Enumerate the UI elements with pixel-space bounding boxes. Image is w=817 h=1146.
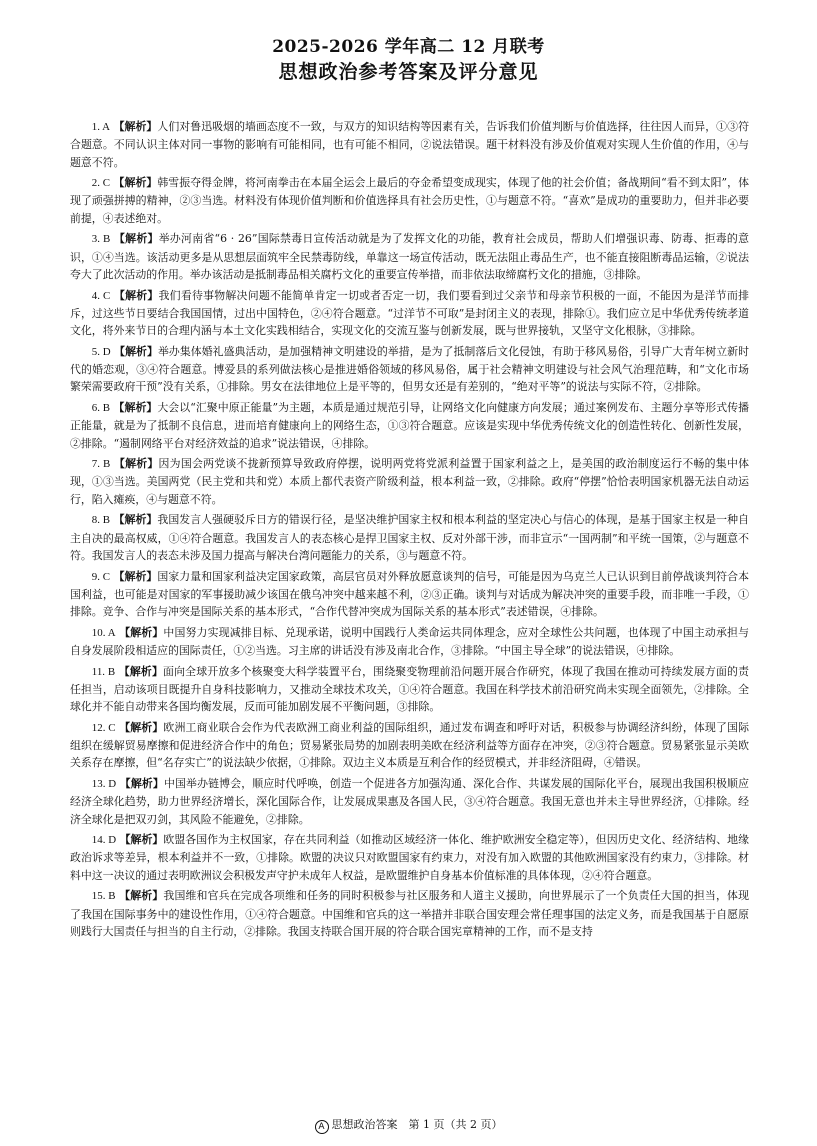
analysis-tag: 【解析】 [119, 776, 164, 790]
answer-number: 1. A [91, 121, 111, 133]
analysis-text: 欧洲工商业联合会作为代表欧洲工商业利益的国际组织，通过发布调查和呼吁对话，积极参与协调经济纠纷，体现了国际组织在缓解贸易摩擦和促进经济合作中的角色；贸易紧张局势的加剧表明美欧在经济利益等方面存在冲突，②③符合题意。贸易紧张显示美欧关系存在摩擦，但“名存实亡”的说法缺少依据，①排除。双边主义本质是互利合作的经贸模式，并非经济阻碍，④错误。 [70, 720, 749, 770]
analysis-text: 大会以“汇聚中原正能量”为主题，本质是通过规范引导，让网络文化向健康方向发展；通过案例发布、主题分享等形式传播正能量，就是为了抵制不良信息，进而培育健康向上的网络生态，①③符合题意。应该是实现中华优秀传统文化的创造性转化、创新性发展，②排除。“遏制网络平台对经济效益的追求”说法错误，④排除。 [70, 400, 749, 450]
answer-number: 15. B [91, 890, 116, 903]
answer-number: 10. A [91, 626, 116, 639]
answer-number: 5. D [91, 345, 111, 358]
answer-number: 3. B [91, 233, 111, 246]
answer-number: 12. C [91, 721, 116, 734]
page-number-text: 思想政治答案 第 1 页（共 2 页） [331, 1118, 503, 1131]
answer-item [70, 775, 749, 828]
answer-item [70, 118, 749, 171]
answer-item [70, 624, 749, 660]
analysis-tag: 【解析】 [113, 176, 158, 190]
analysis-tag: 【解析】 [118, 664, 164, 678]
answer-item [70, 399, 749, 452]
answer-number: 7. B [91, 458, 111, 471]
answer-number: 9. C [91, 570, 111, 583]
answer-number: 6. B [91, 401, 111, 414]
answer-key-title: 思想政治参考答案及评分意见 [278, 61, 539, 83]
answer-item [70, 831, 749, 884]
answer-number: 8. B [91, 514, 111, 527]
answer-item [70, 174, 749, 227]
answer-item [70, 719, 749, 772]
analysis-tag: 【解析】 [113, 232, 159, 246]
analysis-tag: 【解析】 [119, 889, 164, 903]
analysis-text: 国家力量和国家利益决定国家政策，高层官员对外释放愿意谈判的信号，可能是因为乌克兰人已认识到目前停战谈判符合本国利益，也可能是对国家的军事援助减少该国在俄乌冲突中越来越不利，②③正确。谈判与对话成为解决冲突的重要手段，而非唯一手段，①排除。竞争、合作与冲突是国际关系的基本形式，“合作代替冲突成为国际关系的基本形式”表述错误，④排除。 [70, 569, 749, 619]
answer-number: 14. D [91, 834, 117, 847]
version-badge: A [315, 1120, 329, 1134]
answer-number: 11. B [91, 665, 116, 678]
page-footer [0, 1117, 817, 1134]
analysis-text: 举办河南省“6 · 26”国际禁毒日宣传活动就是为了发挥文化的功能，教育社会成员，帮助人们增强识毒、防毒、拒毒的意识，①④当选。该活动更多是从思想层面筑牢全民禁毒防线，单靠这一场宣传活动，既无法阻止毒品生产，也不能直接阻断毒品运输，②说法夸大了此次活动的作用。举办该活动是抵制毒品相关腐朽文化的重要宣传举措，而非依法取缔腐朽文化的措施，③排除。 [70, 232, 749, 281]
analysis-text: 中国努力实现减排目标、兑现承诺，说明中国践行人类命运共同体理念，应对全球性公共问题，也体现了中国主动承担与自身发展阶段相适应的国际责任，①②当选。习主席的讲话没有涉及南北合作，③排除。“中国主导全球”的说法错误，④排除。 [70, 625, 749, 657]
answer-item [70, 663, 749, 716]
answer-number: 4. C [91, 289, 111, 302]
answer-list [70, 118, 749, 944]
analysis-text: 韩雪振夺得金牌，将河南拳击在本届全运会上最后的夺金希望变成现实，体现了他的社会价值；备战期间“看不到太阳”，体现了顽强拼搏的精神，②③当选。材料没有体现价值判断和价值选择具有社会历史性，①与题意不符。“喜欢”是成功的重要助力，但并非必要前提，④表述绝对。 [70, 176, 749, 225]
analysis-tag: 【解析】 [113, 400, 158, 414]
analysis-text: 因为国会两党谈不拢新预算导致政府停摆，说明两党将党派利益置于国家利益之上，是美国的政治制度运行不畅的集中体现，①③当选。美国两党（民主党和共和党）本质上都代表资产阶级利益，根本利益一致，②排除。政府“停摆”恰恰表明国家机器无法自动运行，陷入瘫痪，④与题意不符。 [70, 457, 749, 506]
analysis-tag: 【解析】 [113, 569, 158, 583]
answer-item [70, 230, 749, 283]
analysis-text: 人们对鲁迅吸烟的墙画态度不一致，与双方的知识结构等因素有关，告诉我们价值判断与价值选择，往往因人而异，①③符合题意。不同认识主体对同一事物的影响有可能相同，也有可能不相同，②说法错误。题干材料没有涉及价值观对实现人生价值的作用，④与题意不符。 [70, 120, 749, 169]
answer-item [70, 887, 749, 940]
analysis-tag: 【解析】 [114, 344, 158, 358]
analysis-text: 面向全球开放多个核聚变大科学装置平台，围绕聚变物理前沿问题开展合作研究，体现了我国在推动可持续发展方面的责任担当，启动该项目既提升自身科技影响力，又推动全球技术攻关，①④符合题意。我国在科学技术前沿研究尚未实现全面领先，②排除。全球化并不能自动带来各国均衡发展，反而可能加剧发展不平衡问题，③排除。 [70, 664, 749, 714]
answer-item [70, 343, 749, 396]
analysis-tag: 【解析】 [113, 120, 158, 133]
analysis-text: 我国发言人强硬驳斥日方的错误行径，是坚决维护国家主权和根本利益的坚定决心与信心的体现，是基于国家主权是一种自主自决的最高权威，①④符合题意。我国发言人的表态核心是捍卫国家主权、反对外部干涉，而非宣示“一国两制”和平统一国策，②与题意不符。我国发言人的表态未涉及国力提高与解决台湾问题能力的关系，③与题意不符。 [70, 513, 749, 562]
answer-item [70, 568, 749, 621]
analysis-tag: 【解析】 [119, 625, 164, 639]
analysis-text: 欧盟各国作为主权国家，存在共同利益（如推动区域经济一体化、维护欧洲安全稳定等），但因历史文化、经济结构、地缘政治诉求等差异，根本利益并不一致，①排除。欧盟的决议只对欧盟国家有约束力，对没有加入欧盟的其他欧洲国家没有约束力，③排除。材料中这一决议的通过表明欧洲议会积极发声守护未成年人权益，是欧盟维护自身基本价值标准的具体体现，②④符合题意。 [70, 833, 750, 882]
analysis-text: 中国举办链博会，顺应时代呼唤，创造一个促进各方加强沟通、深化合作、共谋发展的国际化平台，展现出我国积极顺应经济全球化趋势，助力世界经济增长，深化国际合作，让发展成果惠及各国人民，③④符合题意。我国无意也并未主导世界经济，①排除。经济全球化是把双刃剑，其风险不能避免，②排除。 [70, 776, 749, 826]
page-header [0, 0, 817, 84]
analysis-tag: 【解析】 [119, 833, 164, 847]
answer-item [70, 455, 749, 508]
answer-number: 13. D [91, 777, 117, 790]
analysis-text: 我国维和官兵在完成各项维和任务的同时积极参与社区服务和人道主义援助，向世界展示了一个负责任大国的担当，体现了我国在国际事务中的建设性作用，①④符合题意。中国维和官兵的这一举措并非联合国安理会常任理事国的法定义务，而是我国基于自愿原则践行大国责任与担当的自主行动，②排除。我国支持联合国开展的符合联合国宪章精神的工作，而不是支持 [70, 889, 749, 938]
answer-number: 2. C [91, 177, 111, 190]
analysis-tag: 【解析】 [113, 288, 159, 302]
analysis-text: 我们看待事物解决问题不能简单肯定一切或者否定一切，我们要看到过父亲节和母亲节积极的一面，不能因为是洋节而排斥，过这些节日要结合我国国情，过出中国特色，②④符合题意。“过洋节不可取”是封闭主义的表现，排除①。我们应立足中华优秀传统孝道文化，将外来节日的合理内涵与本土文化实践相结合，实现文化的交流互鉴与创新发展，既与世界接轨，又坚守文化根脉，③排除。 [70, 288, 749, 338]
answer-item [70, 511, 749, 564]
answer-item [70, 287, 749, 340]
analysis-text: 举办集体婚礼盛典活动，是加强精神文明建设的举措，是为了抵制落后文化侵蚀，有助于移风易俗，引导广大青年树立新时代的婚恋观，③④符合题意。博爱县的系列做法核心是推进婚俗领域的移风易俗，属于社会精神文明建设与社会风气治理范畴，和“文化市场繁荣需要政府干预”没有关系，①排除。男女在法律地位上是平等的，但男女还是有差别的，“绝对平等”的说法与实际不符，②排除。 [70, 344, 749, 394]
exam-title: 2025-2026 学年高二 12 月联考 [272, 37, 545, 57]
analysis-tag: 【解析】 [113, 513, 158, 527]
analysis-tag: 【解析】 [119, 720, 164, 734]
analysis-tag: 【解析】 [113, 457, 159, 471]
